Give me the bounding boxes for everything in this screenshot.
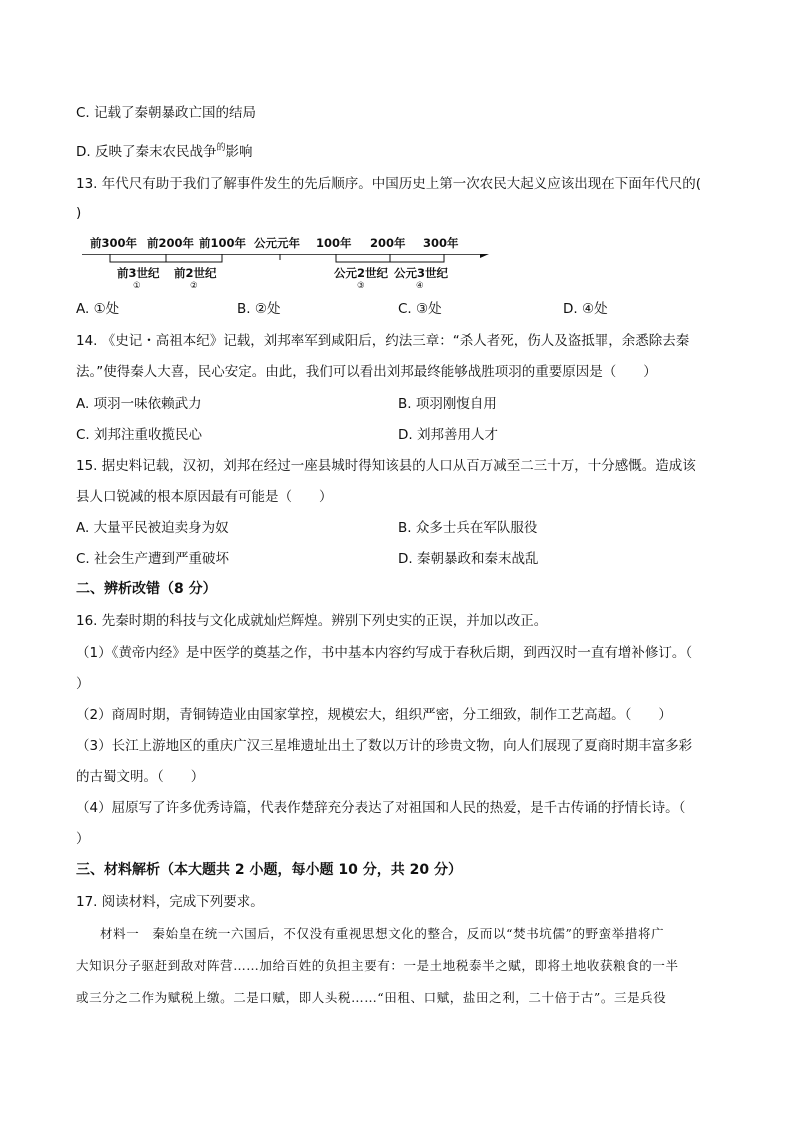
- q12-option-d-sup: 的: [216, 143, 226, 153]
- q12-option-d-post: 影响: [225, 144, 253, 160]
- timeline-label-200bc: 前200年: [147, 236, 195, 250]
- q13-stem-line2: ): [76, 205, 82, 221]
- section-2-title: 二、辨析改错（8 分）: [76, 581, 217, 597]
- q13-option-a: A. ①处: [76, 301, 120, 317]
- q15-option-b: B. 众多士兵在军队服役: [398, 520, 538, 536]
- timeline-label-100ad: 100年: [316, 236, 352, 250]
- timeline-marker-1: ①: [133, 281, 141, 291]
- q14-stem-line2: 法。”使得秦人大喜，民心安定。由此，我们可以看出刘邦最终能够战胜项羽的重要原因是（ ）: [76, 364, 657, 380]
- q14-option-a: A. 项羽一味依赖武力: [76, 396, 202, 412]
- q17-material-line3: 或三分之二作为赋税上缴。二是口赋，即人头税……“田租、口赋，盐田之利，二十倍于古”。三是兵役: [76, 990, 667, 1005]
- timeline-marker-3: ③: [357, 281, 365, 291]
- q16-item4-line2: ）: [76, 831, 90, 847]
- timeline-century-3bc: 前3世纪: [117, 266, 160, 280]
- q15-option-d: D. 秦朝暴政和秦末战乱: [398, 551, 539, 567]
- q13-option-d: D. ④处: [563, 301, 608, 317]
- timeline-century-2ad: 公元2世纪: [334, 266, 389, 280]
- q15-stem-line1: 15. 据史料记载，汉初，刘邦在经过一座县城时得知该县的人口从百万减至二三十万，十分感慨。造成该: [76, 458, 696, 474]
- q16-item2: （2）商周时期，青铜铸造业由国家掌控，规模宏大，组织严密，分工细致，制作工艺高超。（ ）: [76, 707, 672, 723]
- timeline-label-300ad: 300年: [423, 236, 459, 250]
- q16-stem: 16. 先秦时期的科技与文化成就灿烂辉煌。辨别下列史实的正误，并加以改正。: [76, 613, 548, 629]
- section-3-title: 三、材料解析（本大题共 2 小题，每小题 10 分，共 20 分）: [76, 862, 462, 878]
- q14-stem-line1: 14. 《史记・高祖本纪》记载，刘邦率军到咸阳后，约法三章：“杀人者死，伤人及盗抵罪，余悉除去秦: [76, 333, 690, 349]
- timeline-marker-4: ④: [416, 281, 424, 291]
- q13-option-b: B. ②处: [237, 301, 281, 317]
- timeline-label-200ad: 200年: [370, 236, 406, 250]
- timeline-label-year1: 公元元年: [254, 236, 300, 250]
- q15-option-c: C. 社会生产遭到严重破坏: [76, 551, 230, 567]
- timeline-ruler: [80, 236, 490, 296]
- q17-material-line1: 材料一 秦始皇在统一六国后，不仅没有重视思想文化的整合，反而以“焚书坑儒”的野蛮举措将广: [100, 926, 665, 941]
- timeline-marker-2: ②: [190, 281, 198, 291]
- q17-stem: 17. 阅读材料，完成下列要求。: [76, 894, 264, 910]
- q17-material-line2: 大知识分子驱赶到敌对阵营……加给百姓的负担主要有：一是土地税泰半之赋，即将土地收获粮食的一半: [76, 958, 679, 973]
- q16-item4-line1: （4）屈原写了许多优秀诗篇，代表作楚辞充分表达了对祖国和人民的热爱，是千古传诵的抒情长诗。（: [76, 800, 686, 816]
- timeline-century-2bc: 前2世纪: [174, 266, 217, 280]
- q14-option-c: C. 刘邦注重收揽民心: [76, 427, 203, 443]
- q12-option-c: C. 记载了秦朝暴政亡国的结局: [76, 105, 257, 121]
- q15-stem-line2: 县人口锐减的根本原因最有可能是（ ）: [76, 489, 333, 505]
- q13-stem-line1: 13. 年代尺有助于我们了解事件发生的先后顺序。中国历史上第一次农民大起义应该出现在下面年代尺的(: [76, 176, 702, 192]
- q16-item1-line1: （1）《黄帝内经》是中医学的奠基之作，书中基本内容约写成于春秋后期，到西汉时一直有增补修订。（: [76, 645, 693, 661]
- q16-item1-line2: ）: [76, 676, 90, 692]
- q15-option-a: A. 大量平民被迫卖身为奴: [76, 520, 229, 536]
- q12-option-d-pre: D. 反映了秦末农民战争: [76, 144, 217, 160]
- q16-item3-line1: （3）长江上游地区的重庆广汉三星堆遗址出土了数以万计的珍贵文物，向人们展现了夏商时期丰富多彩: [76, 738, 693, 754]
- q14-option-b: B. 项羽刚愎自用: [398, 396, 497, 412]
- q14-option-d: D. 刘邦善用人才: [398, 427, 498, 443]
- q16-item3-line2: 的古蜀文明。（ ）: [76, 769, 205, 785]
- q12-option-d: [76, 143, 253, 163]
- q13-option-c: C. ③处: [398, 301, 442, 317]
- timeline-label-100bc: 前100年: [199, 236, 247, 250]
- timeline-label-300bc: 前300年: [90, 236, 138, 250]
- timeline-century-3ad: 公元3世纪: [394, 266, 449, 280]
